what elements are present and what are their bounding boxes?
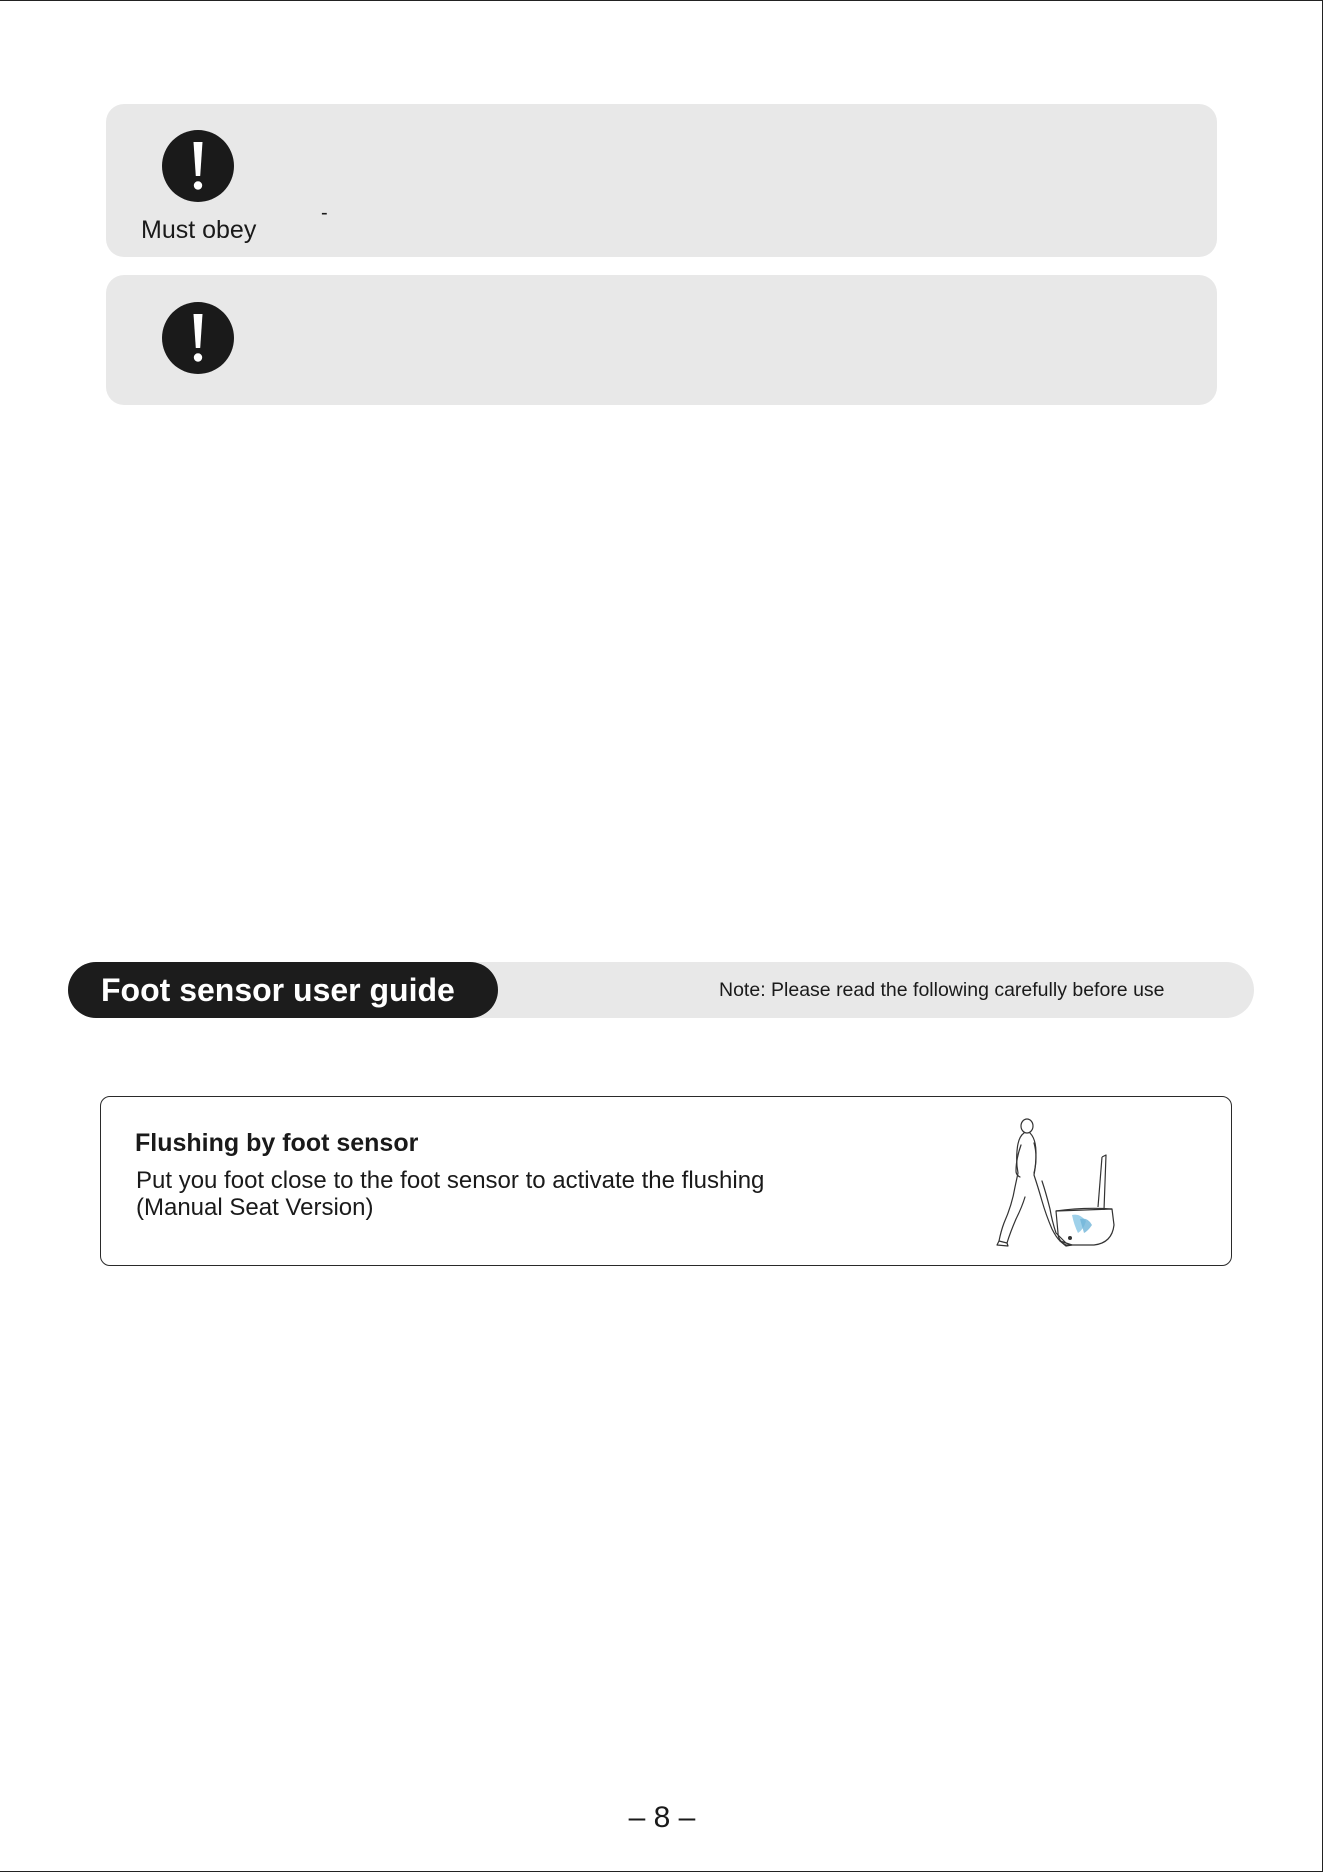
section-title: Foot sensor user guide bbox=[68, 962, 498, 1018]
notice-box-must-obey bbox=[106, 104, 1217, 257]
card-heading: Flushing by foot sensor bbox=[135, 1129, 419, 1157]
notice-box-warning bbox=[106, 275, 1217, 405]
page-number: – 8 – bbox=[628, 1801, 696, 1834]
must-obey-label: Must obey bbox=[141, 216, 257, 244]
dash-mark: - bbox=[321, 202, 328, 224]
foot-sensor-card bbox=[100, 1096, 1232, 1266]
section-note: Note: Please read the following carefully before use bbox=[719, 979, 1165, 1001]
section-header-bar bbox=[68, 962, 1254, 1018]
exclamation-icon bbox=[162, 130, 234, 202]
card-description: Put you foot close to the foot sensor to activate the flushing bbox=[136, 1167, 765, 1194]
card-version-note: (Manual Seat Version) bbox=[136, 1194, 374, 1221]
person-toilet-illustration bbox=[994, 1115, 1134, 1250]
exclamation-icon bbox=[162, 302, 234, 374]
